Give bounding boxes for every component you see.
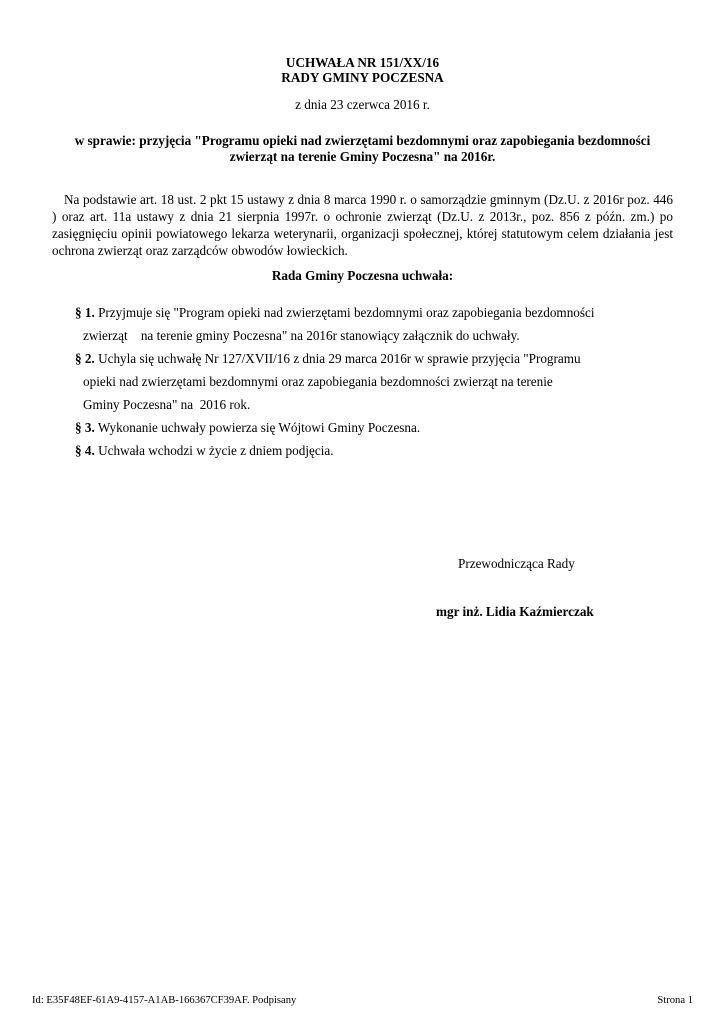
section-3 [75, 416, 635, 439]
resolution-number: UCHWAŁA NR 151/XX/16 [285, 55, 440, 70]
signatory-name: mgr inż. Lidia Kaźmierczak [436, 604, 594, 619]
section-4-line-1 [75, 439, 635, 462]
page-number: Strona 1 [657, 995, 693, 1006]
section-text: Gminy Poczesna" na 2016 rok. [83, 397, 251, 412]
section-text: zwierząt na terenie gminy Poczesna" na 2016r stanowiący załącznik do uchwały. [83, 328, 520, 343]
document-id-footer: Id: E35F48EF-61A9-4157-A1AB-166367CF39AF. Podpisany [32, 995, 297, 1006]
section-3-line-1 [75, 416, 635, 439]
section-number: § 3. [75, 420, 95, 435]
resolution-subject: w sprawie: przyjęcia "Programu opieki nad zwierzętami bezdomnymi oraz zapobiegania bezdomności zwierząt na terenie Gminy Poczesna" na 2016r. [74, 133, 651, 164]
council-resolves-heading: Rada Gminy Poczesna uchwała: [271, 268, 454, 283]
section-text: Uchwała wchodzi w życie z dniem podjęcia. [98, 443, 334, 458]
section-1 [75, 301, 635, 347]
section-number: § 2. [75, 351, 95, 366]
resolution-date: z dnia 23 czerwca 2016 r. [295, 97, 430, 112]
signatory-role: Przewodnicząca Rady [458, 556, 575, 571]
section-text: Wykonanie uchwały powierza się Wójtowi Gminy Poczesna. [97, 420, 421, 435]
section-number: § 4. [75, 443, 95, 458]
section-2-line-1 [75, 347, 635, 370]
section-text: opieki nad zwierzętami bezdomnymi oraz zapobiegania bezdomności zwierząt na terenie [83, 374, 553, 389]
section-4 [75, 439, 635, 462]
section-text: Przyjmuje się "Program opieki nad zwierzętami bezdomnymi oraz zapobiegania bezdomności [98, 305, 595, 320]
section-number: § 1. [75, 305, 95, 320]
section-2 [75, 347, 635, 416]
section-text: Uchyla się uchwałę Nr 127/XVII/16 z dnia 29 marca 2016r w sprawie przyjęcia "Programu [98, 351, 581, 366]
section-1-line-1 [75, 301, 635, 324]
council-name: RADY GMINY POCZESNA [281, 70, 444, 85]
legal-basis-paragraph: Na podstawie art. 18 ust. 2 pkt 15 ustawy z dnia 8 marca 1990 r. o samorządzie gminnym (Dz.U. z 2016r poz. 446 ) oraz art. 11a ustawy z dnia 21 sierpnia 1997r. o ochronie zwierząt (Dz.U. z 2013r., poz. 856 z późn. zm.) po zasięgnięciu opinii powiatowego lekarza weterynarii, organizacji społecznej, której statutowym celem działania jest ochrona zwierząt oraz zarządców obwodów łowieckich. [52, 192, 673, 258]
